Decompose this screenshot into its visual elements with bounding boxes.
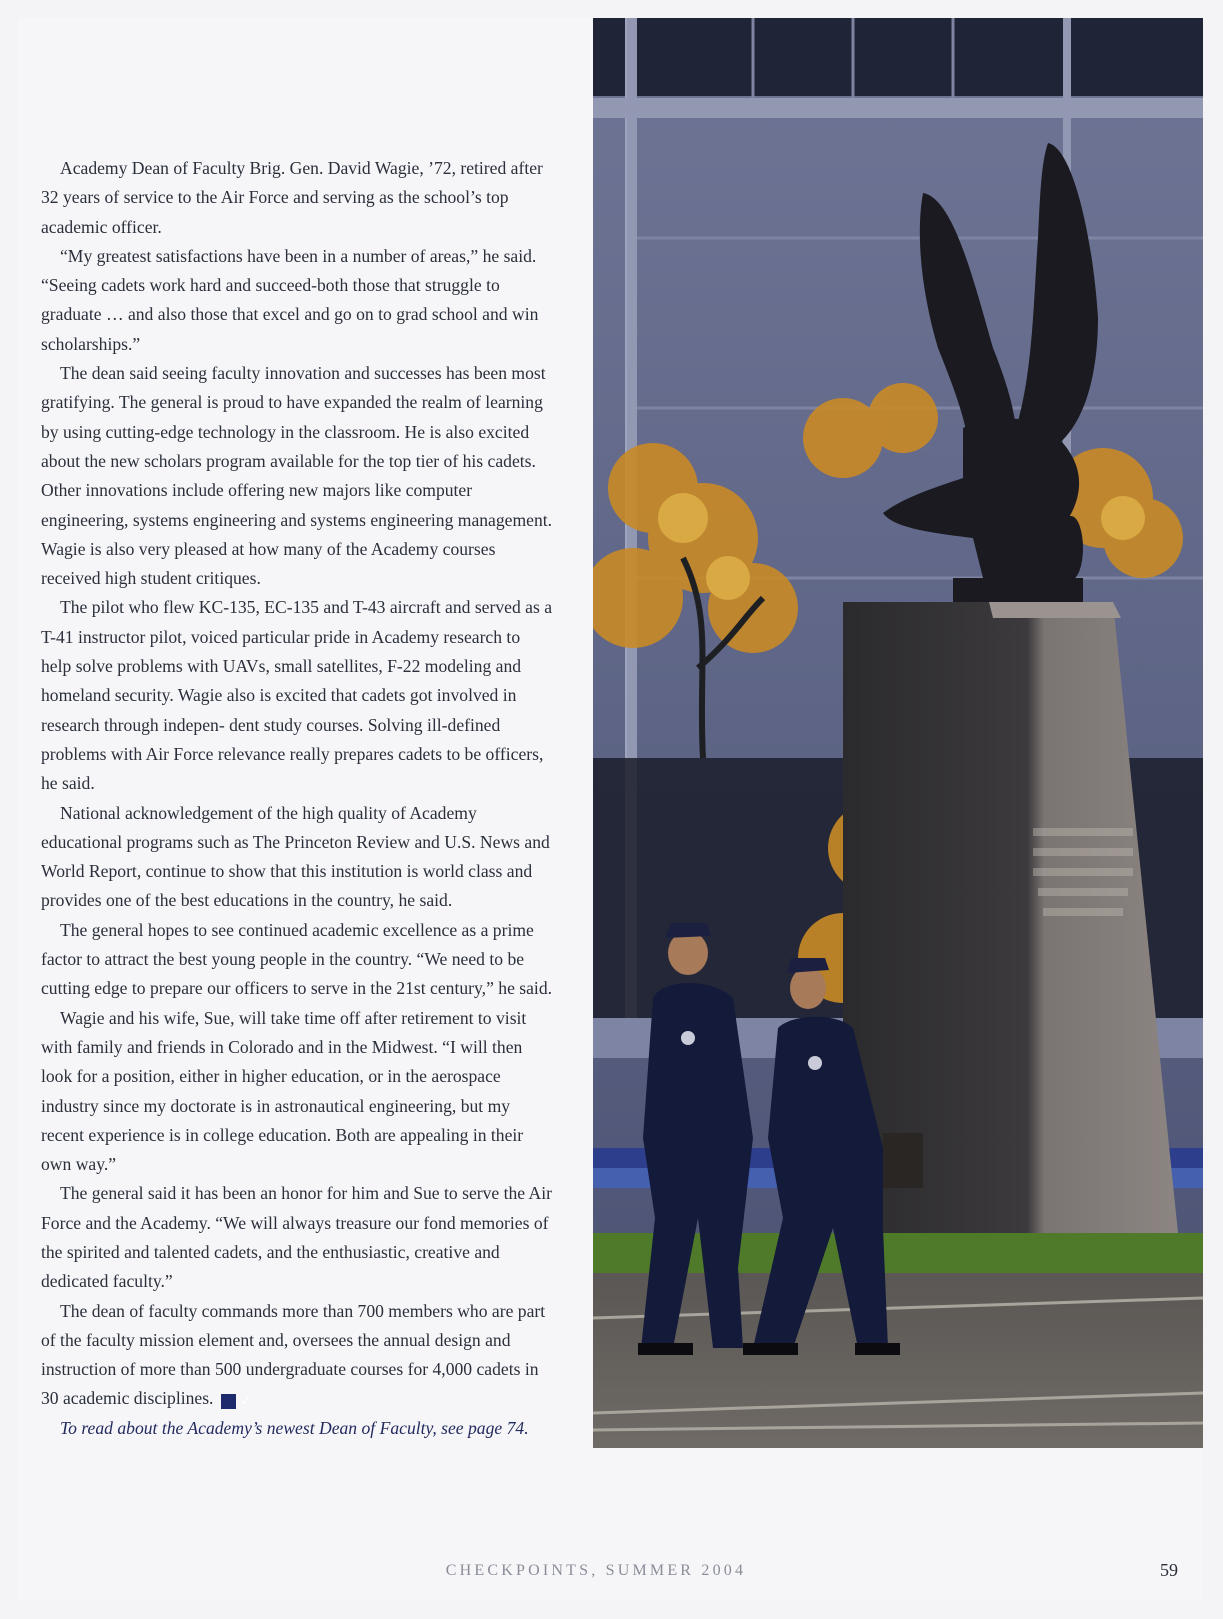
- paragraph-5: National acknowledgement of the high quality of Academy educational programs such as The Princeton Review and U.S. News and World Report, continue to show that this institution is world class and provides one of the best educations in the country, he said.: [41, 802, 550, 911]
- publication-title: CHECKPOINTS, SUMMER 2004: [445, 1562, 747, 1579]
- eagle-statue-cadets-photo: [593, 18, 1203, 1448]
- paragraph-3: The dean said seeing faculty innovation and successes has been most gratifying. The general is proud to have expanded the realm of learning by using cutting-edge technology in the classroom. He is also excited about the new scholars program available for the top tier of his cadets. Other innovations include offering new majors like computer engineering, systems engineering and systems engineering management. Wagie is also very pleased at how many of the Academy courses received high student critiques.: [41, 363, 553, 589]
- paragraph-6: The general hopes to see continued academic excellence as a prime factor to attract the best young people in the country. “We need to be cutting edge to prepare our officers to serve in the 21st century,” he said.: [41, 919, 553, 999]
- paragraph-9: The dean of faculty commands more than 700 members who are part of the faculty mission element and, oversees the annual design and instruction of more than 500 undergraduate courses for 4,000 cadets in 30 academic disciplines.: [41, 1300, 546, 1409]
- paragraph-7: Wagie and his wife, Sue, will take time off after retirement to visit with family and friends in Colorado and in the Midwest. “I will then look for a position, either in higher education, or in the aerospace industry since my doctorate is in astronautical engineering, but my recent experience is in college education. Both are appealing in their own way.”: [41, 1007, 527, 1175]
- end-mark-icon: ✓: [221, 1394, 236, 1409]
- paragraph-4: The pilot who flew KC-135, EC-135 and T-43 aircraft and served as a T-41 instructor pilot, voiced particular pride in Academy research to help solve problems with UAVs, small satellites, F-22 modeling and homeland security. Wagie also is excited that cadets got involved in research through indepen- dent study courses. Solving ill-defined problems with Air Force relevance really prepares cadets to be officers, he said.: [41, 597, 553, 794]
- article-body: [41, 154, 553, 1443]
- paragraph-1: Academy Dean of Faculty Brig. Gen. David Wagie, ’72, retired after 32 years of service to the Air Force and serving as the school’s top academic officer.: [41, 158, 543, 237]
- page-footer: [0, 1562, 1223, 1592]
- cross-reference-note: To read about the Academy’s newest Dean of Faculty, see page 74.: [60, 1417, 529, 1438]
- paragraph-9-wrapper: [41, 1297, 553, 1414]
- paragraph-2: “My greatest satisfactions have been in a number of areas,” he said. “Seeing cadets work hard and succeed-both those that struggle to graduate … and also those that excel and go on to grad school and win scholarships.”: [41, 245, 539, 354]
- page-number: 59: [1160, 1560, 1178, 1580]
- paragraph-8: The general said it has been an honor for him and Sue to serve the Air Force and the Academy. “We will always treasure our fond memories of the spirited and talented cadets, and the enthusiastic, creative and dedicated faculty.”: [41, 1183, 552, 1292]
